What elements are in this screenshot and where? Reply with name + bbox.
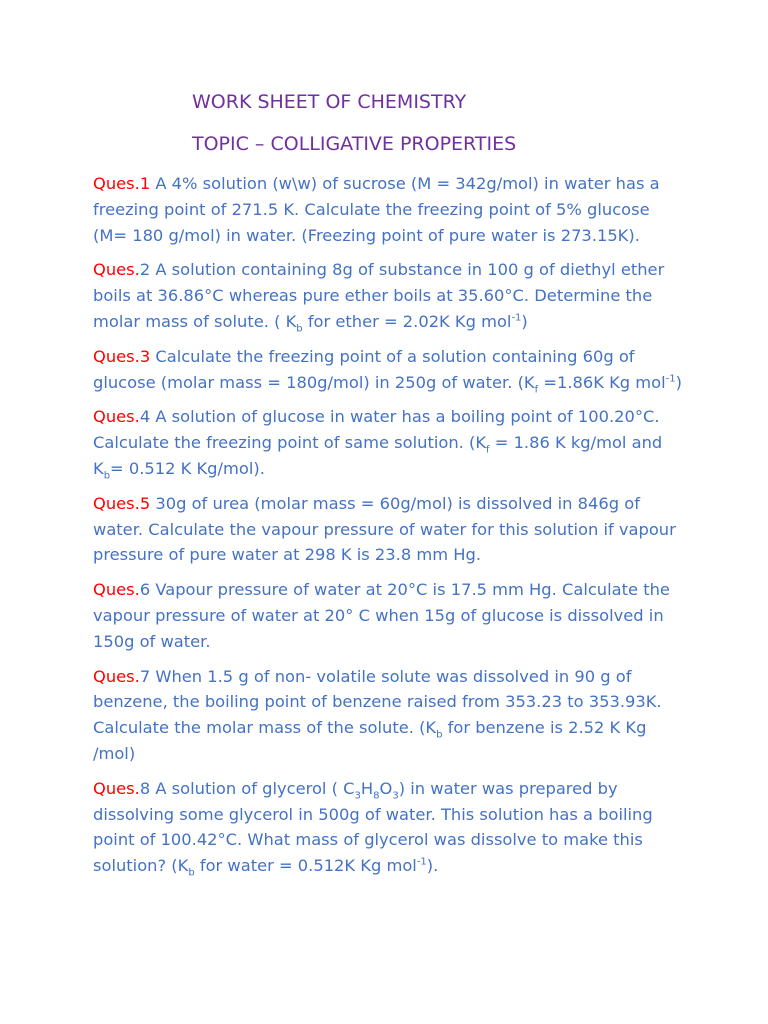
subscript: 3 (392, 789, 399, 801)
question-2 (93, 257, 683, 334)
question-number: 3 (139, 346, 151, 366)
question-text: = 1.86 K kg/mol and K (93, 433, 663, 478)
question-number: 8 (139, 778, 151, 798)
question-text: =1.86K Kg mol (538, 372, 666, 392)
question-text: ) (675, 372, 682, 392)
question-number: 4 (139, 407, 151, 427)
superscript: -1 (511, 312, 522, 324)
question-label: Ques. (93, 260, 140, 280)
question-label: Ques. (93, 666, 140, 686)
superscript: -1 (416, 856, 427, 868)
subscript: b (436, 729, 443, 741)
question-text: ) (521, 311, 528, 331)
question-number: 5 (139, 493, 151, 513)
subscript: f (534, 383, 539, 395)
question-label: Ques. (93, 493, 140, 513)
question-5 (93, 491, 683, 568)
question-text: H (360, 778, 374, 798)
subscript: 8 (373, 789, 380, 801)
topic-heading: TOPIC – COLLIGATIVE PROPERTIES (192, 133, 517, 155)
question-label: Ques. (93, 346, 140, 366)
question-text: When 1.5 g of non- volatile solute was dissolved in 90 g of benzene, the boiling point of benzene raised from 353.23 to 353.93K. Calculate the molar mass of the solute. (K (93, 666, 662, 738)
question-number: 7 (139, 666, 151, 686)
question-text: for water = 0.512K Kg mol (194, 856, 417, 876)
question-text: 30g of urea (molar mass = 60g/mol) is dissolved in 846g of water. Calculate the vapour pressure of water for this solution if vapour pressure of pure water at 298 K is 23.8 mm Hg. (93, 493, 676, 565)
question-7 (93, 664, 683, 767)
question-text: Vapour pressure of water at 20°C is 17.5 mm Hg. Calculate the vapour pressure of water at 20° C when 15g of glucose is dissolved in 150g of water. (93, 580, 670, 651)
question-text: for benzene is 2.52 K Kg /mol) (93, 718, 647, 763)
question-list (93, 171, 683, 888)
question-label: Ques. (93, 778, 140, 798)
question-number: 2 (139, 260, 151, 280)
question-text: A solution of glycerol ( C (150, 778, 355, 798)
question-text: O (379, 778, 393, 798)
question-text: = 0.512 K Kg/mol). (110, 458, 265, 478)
question-number: 1 (139, 174, 151, 193)
question-text: ) in water was prepared by dissolving some glycerol in 500g of water. This solution has a boiling point of 100.42°C. What mass of glycerol was dissolve to make this solution? (K (93, 778, 653, 876)
question-label: Ques. (93, 580, 140, 600)
question-1 (93, 171, 683, 248)
question-label: Ques. (93, 407, 140, 427)
subscript: b (296, 323, 303, 335)
question-label: Ques. (93, 174, 140, 193)
question-6 (93, 577, 683, 654)
question-text: Calculate the freezing point of a solution containing 60g of glucose (molar mass = 180g/mol) in 250g of water. (K (93, 346, 635, 392)
question-3 (93, 344, 683, 396)
superscript: -1 (665, 373, 676, 385)
question-number: 6 (139, 580, 151, 600)
question-text: for ether = 2.02K Kg mol (302, 311, 512, 331)
subscript: f (486, 444, 490, 456)
subscript: 3 (354, 789, 361, 801)
question-text: A solution of glucose in water has a boiling point of 100.20°C. Calculate the freezing point of same solution. (K (93, 407, 660, 453)
worksheet-title: WORK SHEET OF CHEMISTRY (192, 91, 467, 113)
subscript: b (188, 867, 195, 879)
question-text: A 4% solution (w\w) of sucrose (M = 342g/mol) in water has a freezing point of 271.5 K. Calculate the freezing point of 5% glucose (M= 180 g/mol) in water. (Freezing point of pure water is 273.15K). (93, 174, 660, 245)
question-text: A solution containing 8g of substance in 100 g of diethyl ether boils at 36.86°C whereas pure ether boils at 35.60°C. Determine the molar mass of solute. ( K (93, 260, 665, 331)
question-4 (93, 404, 683, 481)
question-8 (93, 776, 683, 879)
subscript: b (103, 470, 111, 482)
question-text: ). (426, 856, 439, 876)
